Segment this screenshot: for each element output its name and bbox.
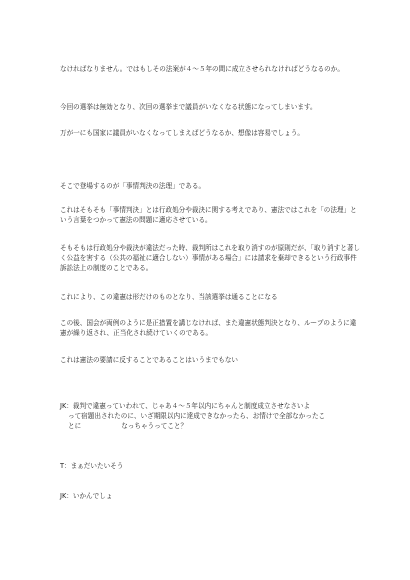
paragraph-9: これは憲法の要請に反することであることはいうまでもない <box>60 356 239 364</box>
paragraph-8: この後、国会が両例のように是正措置を講じなければ、また違憲状態判決となり、ループのように違憲が繰り返され、正当化され続けていくのである。 <box>60 319 357 338</box>
dialogue-t-1: T：まぁだいたいそう <box>60 462 124 470</box>
paragraph-5: これはそもそも「事情判決」とは行政処分や裁決に関する考えであり、憲法ではこれを「の法理」という言葉をつかって憲法の問題に適応させている。 <box>60 206 357 225</box>
dialogue-fragment: とに <box>68 422 82 431</box>
paragraph-7: これにより、この違憲は形だけのものとなり、当該選挙は通ることになる <box>60 293 278 301</box>
dialogue-jk-1 <box>60 401 360 432</box>
dialogue-line: って宿題出されたのに、いざ期限以内に達成できなかったら、お情けで全部なかったこ <box>68 412 326 421</box>
dialogue-line <box>60 421 360 431</box>
dialogue-line: JK：裁判で違憲っていわれて、じゃあ４～５年以内にちゃんと制度成立させなさいよ <box>60 402 311 410</box>
paragraph-6: そもそもは行政処分や裁決が違法だった時、裁判所はこれを取り消すのが原則だが、「取り消すと著しく公益を害する（公共の福祉に適合しない）事情がある場合」には請求を棄却できるという行政事件訴訟法上の制度のことである。 <box>60 244 361 273</box>
dialogue-jk-2: JK：いかんでしょ <box>60 492 113 500</box>
paragraph-4: そこで登場するのが「事情判決の法理」である。 <box>60 182 206 190</box>
paragraph-1: なければなりません。ではもしその法案が４～５年の間に成立させられなければどうなるのか。 <box>60 65 344 73</box>
dialogue-fragment: なっちゃうってこと？ <box>121 422 188 431</box>
paragraph-3: 万が一にも国家に議員がいなくなってしまえばどうなるか、想像は容易でしょう。 <box>60 129 304 137</box>
paragraph-2: 今回の選挙は無効となり、次回の選挙まで議員がいなくなる状態になってしまいます。 <box>60 103 317 111</box>
